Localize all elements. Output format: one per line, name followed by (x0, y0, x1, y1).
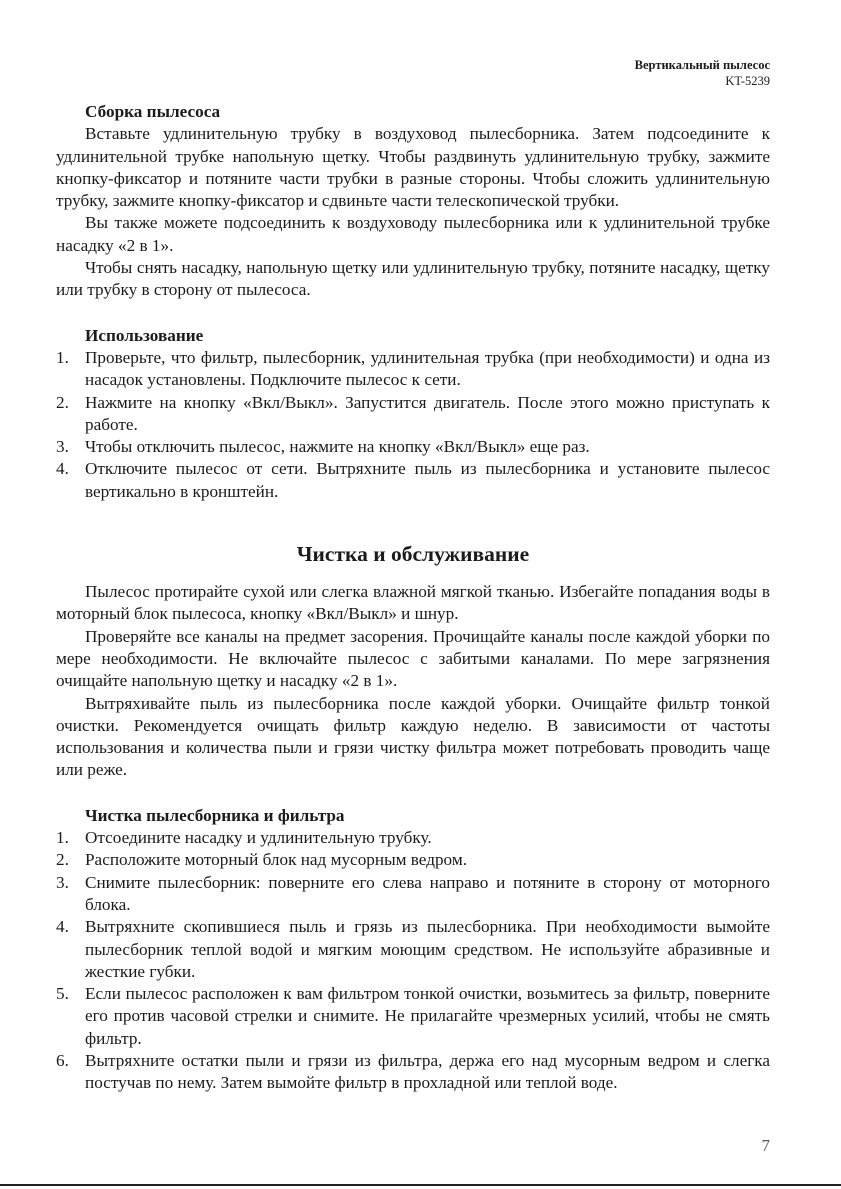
paragraph: Вы также можете подсоединить к воздуховоду пылесборника или к удлинительной трубке насадку «2 в 1». (56, 213, 770, 255)
list-item-number: 5. (56, 984, 69, 1004)
list-item-number: 4. (56, 917, 69, 937)
header-model: KT-5239 (725, 74, 770, 88)
list-item (56, 392, 770, 437)
list-item-number: 4. (56, 459, 69, 479)
list-item-number: 1. (56, 828, 69, 848)
paragraph: Вытряхивайте пыль из пылесборника после каждой уборки. Очищайте фильтр тонкой очистки. Рекомендуется очищать фильтр каждую неделю. В зависимости от частоты использования и количества пыли и грязи чистку фильтра может потребовать проводить чаще или реже. (56, 693, 770, 780)
list-item-number: 3. (56, 437, 69, 457)
list-item (56, 347, 770, 392)
list-item (56, 916, 770, 983)
list-item (56, 849, 770, 871)
section-title-usage: Использование (85, 325, 204, 345)
list-item-text: Если пылесос расположен к вам фильтром тонкой очистки, возьмитесь за фильтр, поверните его против часовой стрелки и снимите. Не прилагайте чрезмерных усилий, чтобы не смять фильтр. (85, 984, 770, 1048)
bottom-divider (0, 1184, 841, 1186)
list-item-text: Чтобы отключить пылесос, нажмите на кнопку «Вкл/Выкл» еще раз. (85, 437, 590, 457)
list-item-number: 1. (56, 347, 69, 367)
list-item (56, 983, 770, 1050)
list-item-text: Вытряхните скопившиеся пыль и грязь из пылесборника. При необходимости вымойте пылесборник теплой водой и мягким моющим средством. Не используйте абразивные и жесткие губки. (85, 917, 770, 981)
list-item-text: Отключите пылесос от сети. Вытряхните пыль из пылесборника и установите пылесос вертикально в кронштейн. (85, 459, 770, 501)
list-item-text: Проверьте, что фильтр, пылесборник, удлинительная трубка (при необходимости) и одна из насадок установлены. Подключите пылесос к сети. (85, 347, 770, 390)
paragraph: Пылесос протирайте сухой или слегка влажной мягкой тканью. Избегайте попадания воды в моторный блок пылесоса, кнопку «Вкл/Выкл» и шнур. (56, 582, 770, 624)
list-item (56, 1050, 770, 1095)
list-item-text: Расположите моторный блок над мусорным ведром. (85, 850, 467, 870)
page-content (56, 101, 770, 1095)
header-product-name: Вертикальный пылесос (634, 58, 770, 72)
list-item (56, 827, 770, 849)
list-item (56, 458, 770, 503)
list-item-number: 2. (56, 850, 69, 870)
list-item-text: Нажмите на кнопку «Вкл/Выкл». Запустится двигатель. После этого можно приступать к работе. (85, 392, 770, 434)
list-item-text: Отсоедините насадку и удлинительную трубку. (85, 828, 432, 848)
list-item (56, 436, 770, 458)
paragraph: Проверяйте все каналы на предмет засорения. Прочищайте каналы после каждой уборки по мере необходимости. Не включайте пылесос с забитыми каналами. По мере загрязнения очищайте напольную щетку и насадку «2 в 1». (56, 626, 770, 691)
list-item-text: Снимите пылесборник: поверните его слева направо и потяните в сторону от моторного блока. (85, 872, 770, 914)
section-title-assembly: Сборка пылесоса (85, 102, 221, 121)
usage-steps-list (56, 347, 770, 503)
paragraph: Вставьте удлинительную трубку в воздуховод пылесборника. Затем подсоедините к удлинительной трубке напольную щетку. Чтобы раздвинуть удлинительную трубку, зажмите кнопку-фиксатор и потяните части трубки в разные стороны. Чтобы сложить удлинительную трубку, зажмите кнопку-фиксатор и сдвиньте части телескопической трубки. (56, 124, 770, 211)
list-item-text: Вытряхните остатки пыли и грязи из фильтра, держа его над мусорным ведром и слегка постучав по нему. Затем вымойте фильтр в прохладной или теплой воде. (85, 1050, 770, 1093)
page-number: 7 (761, 1136, 770, 1155)
list-item-number: 2. (56, 392, 69, 412)
filter-cleaning-steps-list (56, 827, 770, 1095)
page-header (635, 57, 770, 89)
chapter-title-maintenance: Чистка и обслуживание (296, 542, 530, 567)
section-title-filter-cleaning: Чистка пылесборника и фильтра (85, 805, 345, 825)
list-item (56, 872, 770, 917)
list-item-number: 6. (56, 1050, 69, 1070)
list-item-number: 3. (56, 872, 69, 892)
paragraph: Чтобы снять насадку, напольную щетку или удлинительную трубку, потяните насадку, щетку или трубку в сторону от пылесоса. (56, 258, 770, 300)
